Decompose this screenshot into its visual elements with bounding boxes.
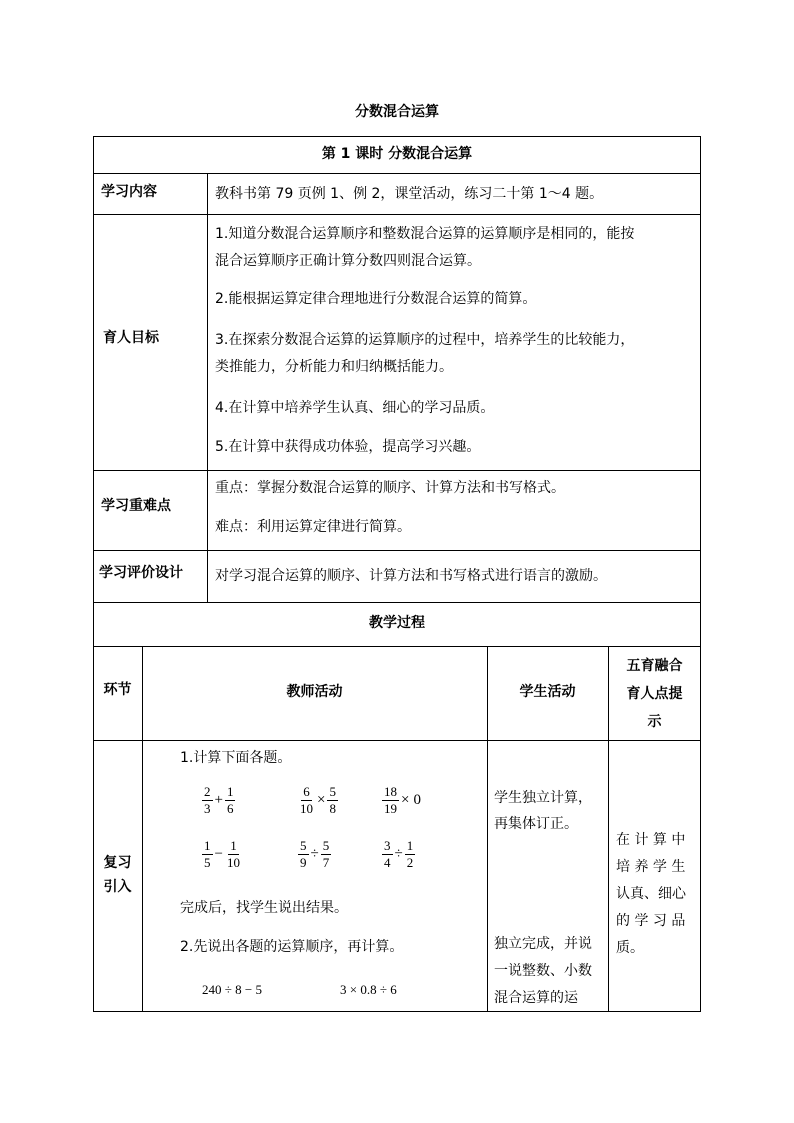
difficulty-key: 重点：掌握分数混合运算的顺序、计算方法和书写格式。 — [215, 480, 565, 496]
fraction-expression-2: $\frac{6}{10}$ × $\frac{5}{8}$ — [300, 784, 336, 816]
fraction: $\frac{5}{8}$ — [329, 784, 336, 816]
fraction-expression-3: $\frac{18}{19}$ × 0 — [384, 784, 421, 816]
col-tips-line-1: 五育融合 — [626, 658, 683, 674]
fraction: $\frac{1}{6}$ — [226, 784, 234, 816]
fraction-expression-6: $\frac{3}{4}$ ÷ $\frac{1}{2}$ — [384, 838, 414, 870]
task-1-followup: 完成后，找学生说出结果。 — [180, 900, 348, 916]
task-1: 1.计算下面各题。 — [180, 750, 292, 766]
fraction: $\frac{2}{3}$ — [204, 784, 211, 816]
evaluation-label: 学习评价设计 — [99, 565, 183, 581]
col-stage: 环节 — [103, 682, 132, 698]
goals-line-5: 类推能力，分析能力和归纳概括能力。 — [215, 359, 453, 375]
stage-line-2: 引入 — [103, 879, 132, 895]
student-activity-2-line-1: 独立完成，并说 — [494, 936, 592, 952]
evaluation-text: 对学习混合运算的顺序、计算方法和书写格式进行语言的激励。 — [215, 568, 607, 584]
col-tips — [608, 652, 701, 736]
tips-line-1: 在 计 算 中 — [616, 832, 686, 848]
fraction: $\frac{5}{7}$ — [322, 838, 330, 870]
student-activity-2-line-2: 一说整数、小数 — [494, 963, 592, 979]
stage-line-1: 复习 — [103, 855, 132, 871]
process-header: 教学过程 — [369, 615, 425, 631]
student-activity-2-line-3: 混合运算的运 — [494, 990, 578, 1006]
tips-line-3: 认真、细心 — [616, 886, 686, 902]
goals-label: 育人目标 — [103, 330, 159, 346]
student-activity-1-line-2: 再集体订正。 — [494, 816, 578, 832]
col-student: 学生活动 — [519, 684, 576, 700]
fraction: $\frac{1}{5}$ — [204, 838, 211, 870]
goals-line-6: 4.在计算中培养学生认真、细心的学习品质。 — [215, 400, 495, 416]
goals-line-4: 3.在探索分数混合运算的运算顺序的过程中，培养学生的比较能力， — [215, 332, 635, 348]
expression-2: 3 × 0.8 ÷ 6 — [340, 982, 397, 997]
fraction: $\frac{5}{9}$ — [300, 838, 307, 870]
fraction: $\frac{6}{10}$ — [300, 784, 313, 816]
goals-line-3: 2.能根据运算定律合理地进行分数混合运算的简算。 — [215, 291, 537, 307]
goals-line-2: 混合运算顺序正确计算分数四则混合运算。 — [215, 253, 481, 269]
col-tips-line-3: 示 — [647, 714, 662, 730]
col-teacher: 教师活动 — [286, 684, 343, 700]
expression-1: 240 ÷ 8 − 5 — [202, 982, 262, 997]
fraction-expression-5: $\frac{5}{9}$ ÷ $\frac{5}{7}$ — [300, 838, 330, 870]
document-title: 分数混合运算 — [355, 104, 439, 120]
fraction: $\frac{1}{10}$ — [226, 838, 240, 870]
task-2: 2.先说出各题的运算顺序，再计算。 — [180, 939, 404, 955]
tips-line-4: 的 学 习 品 — [616, 913, 686, 929]
stage-review — [93, 851, 142, 899]
lesson-header: 第 1 课时 分数混合运算 — [321, 146, 473, 162]
fraction: $\frac{18}{19}$ — [384, 784, 397, 816]
fraction: $\frac{1}{2}$ — [406, 838, 414, 870]
content-label: 学习内容 — [101, 184, 157, 200]
tips-line-2: 培 养 学 生 — [616, 859, 686, 875]
fraction-expression-4: $\frac{1}{5}$ − $\frac{1}{10}$ — [204, 838, 240, 870]
col-tips-line-2: 育人点提 — [626, 686, 683, 702]
content-text: 教科书第 79 页例 1、例 2，课堂活动，练习二十第 1～4 题。 — [215, 186, 604, 202]
fraction: $\frac{3}{4}$ — [384, 838, 391, 870]
tips-line-5: 质。 — [616, 940, 644, 956]
student-activity-1-line-1: 学生独立计算， — [494, 790, 592, 806]
difficulty-label: 学习重难点 — [101, 498, 171, 514]
goals-line-7: 5.在计算中获得成功体验，提高学习兴趣。 — [215, 439, 481, 455]
goals-line-1: 1.知道分数混合运算顺序和整数混合运算的运算顺序是相同的，能按 — [215, 226, 635, 242]
difficulty-hard: 难点：利用运算定律进行简算。 — [215, 519, 411, 535]
fraction-expression-1: $\frac{2}{3}$ + $\frac{1}{6}$ — [204, 784, 234, 816]
